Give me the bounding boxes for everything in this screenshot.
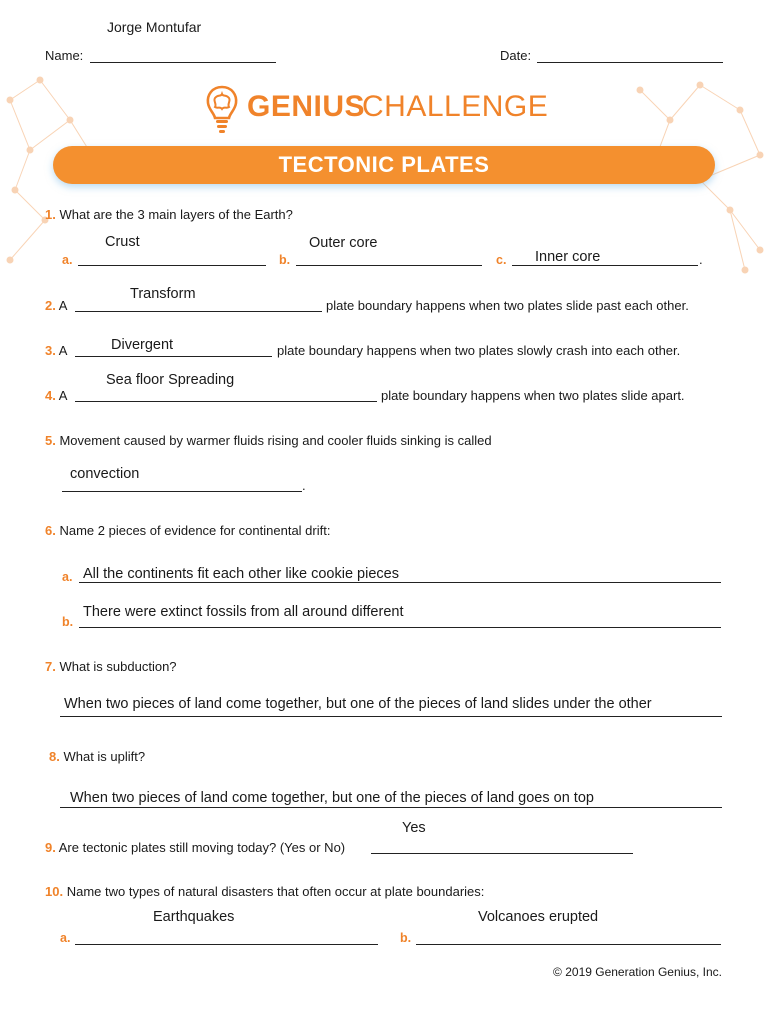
q8-line [60, 807, 722, 808]
question-number: 8. [49, 749, 60, 764]
question-number: 6. [45, 523, 56, 538]
q4-answer[interactable]: Sea floor Spreading [106, 372, 235, 388]
question-2 [45, 298, 67, 313]
q6-a-answer[interactable]: All the continents fit each other like cookie pieces [83, 566, 399, 582]
q4-line [75, 401, 377, 402]
question-prefix: A [58, 388, 68, 403]
q1-c-period: . [699, 252, 703, 267]
q1-b-line [296, 265, 482, 266]
q3-answer[interactable]: Divergent [111, 337, 174, 353]
question-10 [45, 884, 484, 899]
question-6 [45, 523, 330, 538]
question-number: 9. [45, 840, 56, 855]
q9-answer[interactable]: Yes [402, 820, 426, 836]
question-3 [45, 343, 67, 358]
question-1 [45, 207, 293, 222]
q6-b-answer[interactable]: There were extinct fossils from all around different [83, 604, 404, 620]
question-5 [45, 433, 492, 448]
lightbulb-brain-icon [205, 84, 239, 134]
q8-answer[interactable]: When two pieces of land come together, but one of the pieces of land goes on top [70, 790, 594, 806]
question-number: 2. [45, 298, 56, 313]
q10-b-line [416, 944, 721, 945]
q3-line [75, 356, 272, 357]
q1-a-line [78, 265, 266, 266]
name-field-line[interactable] [90, 62, 276, 63]
question-text: Are tectonic plates still moving today? (Yes or No) [58, 840, 346, 855]
q2-answer[interactable]: Transform [130, 286, 196, 302]
q7-answer[interactable]: When two pieces of land come together, but one of the pieces of land slides under the other [64, 696, 652, 712]
question-number: 1. [45, 207, 56, 222]
question-8 [49, 749, 145, 764]
question-prefix: A [58, 298, 68, 313]
q1-b-answer[interactable]: Outer core [309, 235, 378, 251]
q1-a-label: a. [62, 253, 73, 267]
q10-a-answer[interactable]: Earthquakes [153, 909, 235, 925]
q1-c-answer[interactable]: Inner core [535, 249, 601, 265]
q1-c-line [512, 265, 698, 266]
question-prefix: A [58, 343, 68, 358]
question-text: Movement caused by warmer fluids rising and cooler fluids sinking is called [59, 433, 492, 448]
question-text: Name two types of natural disasters that often occur at plate boundaries: [66, 884, 485, 899]
q6-b-line [79, 627, 721, 628]
q7-line [60, 716, 722, 717]
logo-genius-text: GENIUS [247, 90, 366, 123]
student-name: Jorge Montufar [107, 19, 202, 35]
question-number: 4. [45, 388, 56, 403]
question-number: 3. [45, 343, 56, 358]
question-7 [45, 659, 177, 674]
q10-b-label: b. [400, 931, 412, 945]
q6-a-line [79, 582, 721, 583]
q1-a-answer[interactable]: Crust [105, 234, 140, 250]
q1-c-label: c. [496, 253, 507, 267]
q6-a-label: a. [62, 570, 73, 584]
name-label: Name: [45, 48, 84, 63]
date-label: Date: [500, 48, 532, 63]
q10-b-answer[interactable]: Volcanoes erupted [478, 909, 599, 925]
question-text: What is uplift? [63, 749, 146, 764]
question-number: 10. [45, 884, 64, 899]
title-banner [53, 146, 715, 184]
q4-text: plate boundary happens when two plates slide apart. [381, 388, 685, 403]
copyright-text: © 2019 Generation Genius, Inc. [553, 965, 722, 979]
q5-period: . [302, 478, 306, 493]
q9-line [371, 853, 633, 854]
question-number: 7. [45, 659, 56, 674]
q2-text: plate boundary happens when two plates slide past each other. [326, 298, 689, 313]
q10-a-line [75, 944, 378, 945]
question-text: What are the 3 main layers of the Earth? [59, 207, 293, 222]
question-4 [45, 388, 67, 403]
q5-line [62, 491, 302, 492]
question-text: What is subduction? [59, 659, 177, 674]
question-9 [45, 840, 345, 855]
question-text: Name 2 pieces of evidence for continental drift: [59, 523, 331, 538]
q3-text: plate boundary happens when two plates slowly crash into each other. [277, 343, 681, 358]
page-title: TECTONIC PLATES [278, 152, 490, 177]
question-number: 5. [45, 433, 56, 448]
date-field-line[interactable] [537, 62, 723, 63]
q2-line [75, 311, 322, 312]
q6-b-label: b. [62, 615, 74, 629]
q1-b-label: b. [279, 253, 291, 267]
q5-answer[interactable]: convection [70, 466, 140, 482]
q10-a-label: a. [60, 931, 71, 945]
logo-challenge-text: CHALLENGE [362, 90, 549, 123]
